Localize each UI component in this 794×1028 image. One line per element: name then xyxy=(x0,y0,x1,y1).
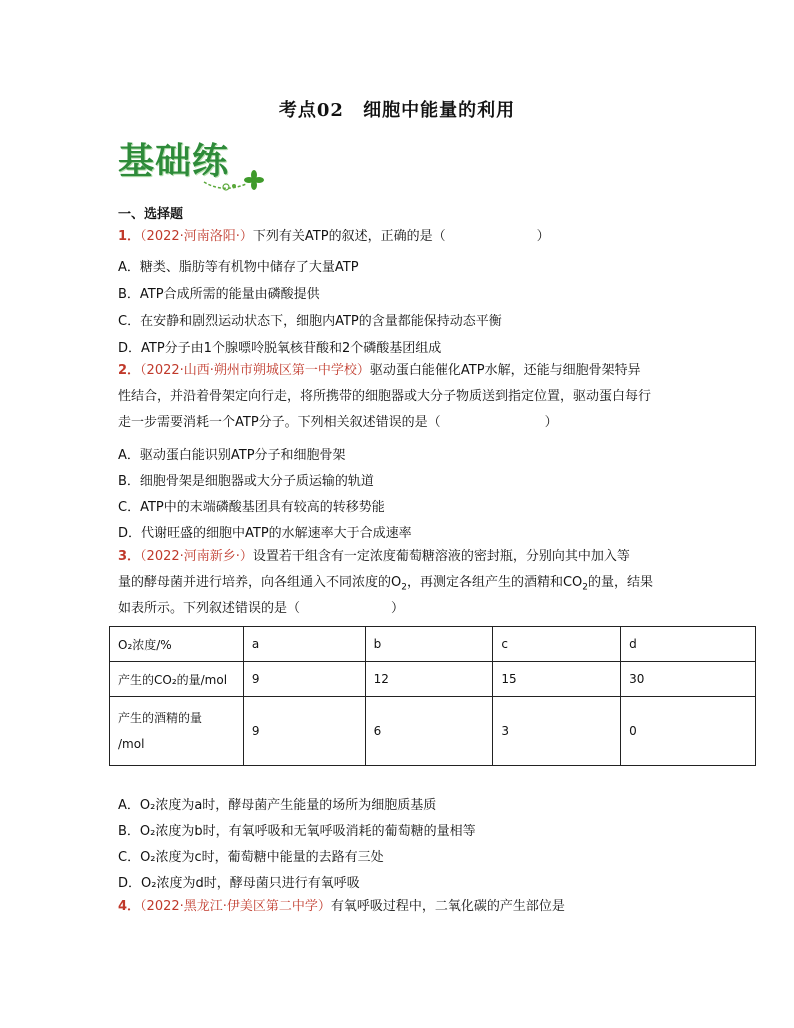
line-2-part-c: 的量，结果 xyxy=(588,575,654,590)
q3-option-d: D．O₂浓度为d时，酵母菌只进行有氧呼吸 xyxy=(118,876,360,891)
title-name: 细胞中能量的利用 xyxy=(363,100,516,121)
table-cell: 产生的CO₂的量/mol xyxy=(110,662,244,697)
basic-practice-badge xyxy=(118,140,278,192)
question-source: （2022·山西·朔州市朔城区第一中学校） xyxy=(140,363,370,378)
q3-option-a: A．O₂浓度为a时，酵母菌产生能量的场所为细胞质基质 xyxy=(118,798,437,813)
question-3 xyxy=(118,544,678,570)
section-heading: 一、选择题 xyxy=(118,207,184,222)
question-stem: 下列有关ATP的叙述，正确的是（ ） xyxy=(252,229,550,244)
q2-option-b: B．细胞骨架是细胞器或大分子质运输的轨道 xyxy=(118,474,374,489)
question-3-line-3: 如表所示。下列叙述错误的是（ ） xyxy=(118,601,405,616)
q3-option-b: B．O₂浓度为b时，有氧呼吸和无氧呼吸消耗的葡萄糖的量相等 xyxy=(118,824,476,839)
question-2 xyxy=(118,358,678,384)
table-row xyxy=(110,697,756,766)
page-title xyxy=(0,96,794,122)
question-number: 2． xyxy=(118,363,141,378)
title-code: 考点02 xyxy=(278,100,344,121)
badge-text: 基础练 xyxy=(118,141,230,182)
question-2-line-3: 走一步需要消耗一个ATP分子。下列相关叙述错误的是（ ） xyxy=(118,415,558,430)
question-stem-line-1: 设置若干组含有一定浓度葡萄糖溶液的密封瓶，分别向其中加入等 xyxy=(252,549,630,564)
table-cell: 9 xyxy=(243,662,365,697)
table-header-row xyxy=(110,627,756,662)
table-cell: a xyxy=(243,627,365,662)
q3-option-c: C．O₂浓度为c时，葡萄糖中能量的去路有三处 xyxy=(118,850,384,865)
line-2-part-b: ，再测定各组产生的酒精和CO xyxy=(406,575,583,590)
question-1 xyxy=(118,224,678,250)
table-row xyxy=(110,662,756,697)
data-table xyxy=(109,626,756,766)
question-source: （2022·河南洛阳·） xyxy=(140,229,253,244)
subscript: 2 xyxy=(582,582,589,593)
question-4 xyxy=(118,894,678,920)
question-source: （2022·黑龙江·伊美区第二中学） xyxy=(140,899,331,914)
subscript: 2 xyxy=(401,582,407,593)
table-cell: 3 xyxy=(493,697,621,766)
question-source: （2022·河南新乡·） xyxy=(140,549,253,564)
q1-option-d: D．ATP分子由1个腺嘌呤脱氧核苷酸和2个磷酸基团组成 xyxy=(118,341,442,356)
q2-option-a: A．驱动蛋白能识别ATP分子和细胞骨架 xyxy=(118,448,346,463)
q2-option-c: C．ATP中的末端磷酸基团具有较高的转移势能 xyxy=(118,500,385,515)
q1-option-c: C．在安静和剧烈运动状态下，细胞内ATP的含量都能保持动态平衡 xyxy=(118,314,502,329)
table-cell: c xyxy=(493,627,621,662)
question-number: 4． xyxy=(118,899,141,914)
table-cell: 12 xyxy=(365,662,493,697)
question-stem: 有氧呼吸过程中，二氧化碳的产生部位是 xyxy=(330,899,565,914)
question-number: 1． xyxy=(118,229,141,244)
table-cell: b xyxy=(365,627,493,662)
clover-vine-icon xyxy=(202,164,272,194)
q2-option-d: D．代谢旺盛的细胞中ATP的水解速率大于合成速率 xyxy=(118,526,412,541)
question-number: 3． xyxy=(118,549,141,564)
question-2-line-2: 性结合，并沿着骨架定向行走，将所携带的细胞器或大分子物质送到指定位置，驱动蛋白每行 xyxy=(118,389,652,404)
table-cell: 6 xyxy=(365,697,493,766)
table-cell: 15 xyxy=(493,662,621,697)
table-cell xyxy=(110,697,244,766)
row-label-line-1: 产生的酒精的量 xyxy=(118,711,203,725)
table-cell: O₂浓度/% xyxy=(110,627,244,662)
row-label-line-2: /mol xyxy=(118,737,145,751)
q1-option-a: A．糖类、脂肪等有机物中储存了大量ATP xyxy=(118,260,359,275)
line-2-part-a: 量的酵母菌并进行培养，向各组通入不同浓度的O xyxy=(118,575,402,590)
question-stem-line-1: 驱动蛋白能催化ATP水解，还能与细胞骨架特异 xyxy=(369,363,641,378)
table-cell: d xyxy=(621,627,756,662)
q1-option-b: B．ATP合成所需的能量由磷酸提供 xyxy=(118,287,320,302)
table-cell: 0 xyxy=(621,697,756,766)
table-cell: 30 xyxy=(621,662,756,697)
table-cell: 9 xyxy=(243,697,365,766)
